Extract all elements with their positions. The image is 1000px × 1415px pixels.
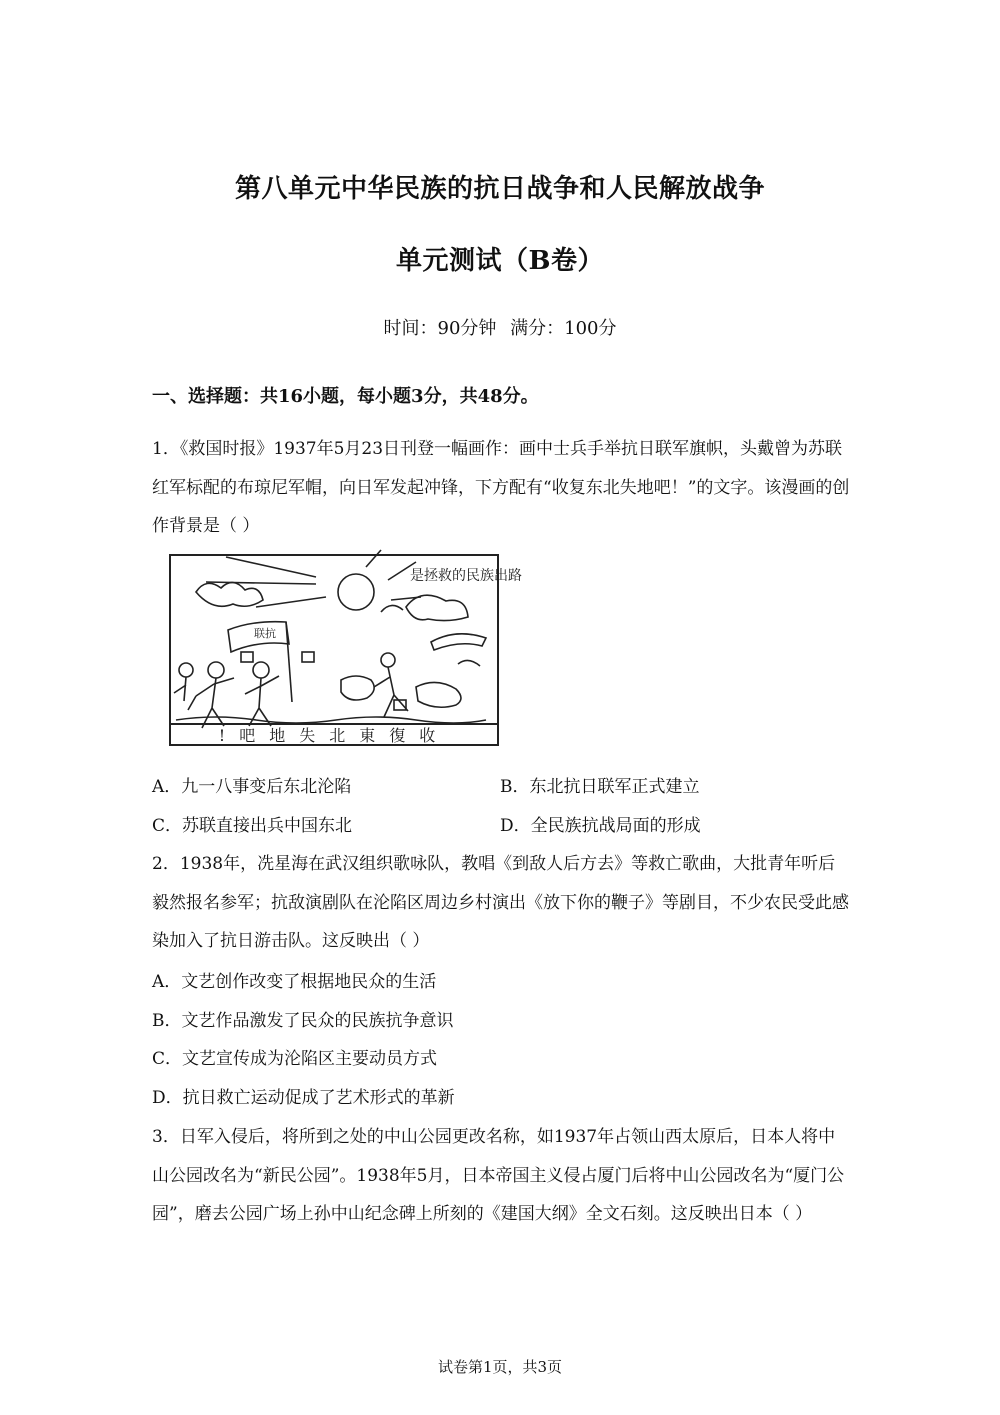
question-2-option-b: B．文艺作品激发了民众的民族抗争意识 (152, 1011, 454, 1031)
question-2-option-a: A．文艺创作改变了根据地民众的生活 (152, 972, 437, 992)
section-heading: 一、选择题：共16小题，每小题3分，共48分。 (152, 386, 539, 407)
question-1-option-a: A．九一八事变后东北沦陷 (152, 777, 352, 797)
cartoon-image (166, 552, 522, 750)
question-1-option-c: C．苏联直接出兵中国东北 (152, 816, 353, 836)
question-2-stem: 2．1938年，冼星海在武汉组织歌咏队，教唱《到敌人后方去》等救亡歌曲，大批青年听后毅然报名参军；抗敌演剧队在沦陷区周边乡村演出《放下你的鞭子》等剧目，不少农民受此感染加入了抗日游击队。这反映出（ ） (152, 854, 849, 951)
question-1-option-d: D．全民族抗战局面的形成 (500, 816, 701, 836)
cartoon-slogan-text: 是拯救的民族出路 (410, 568, 522, 584)
page-footer: 试卷第1页，共3页 (437, 1358, 563, 1376)
question-1-option-b: B．东北抗日联军正式建立 (500, 777, 700, 797)
question-2-option-d: D．抗日救亡运动促成了艺术形式的革新 (152, 1088, 455, 1108)
cartoon-flag-text: 联抗 (254, 627, 276, 640)
exam-title-line2: 单元测试（B卷） (396, 246, 604, 276)
question-1-stem: 1．《救国时报》1937年5月23日刊登一幅画作：画中士兵手举抗日联军旗帜，头戴曾为苏联红军标配的布琼尼军帽，向日军发起冲锋，下方配有“收复东北失地吧！”的文字。该漫画的创作背景是（ ） (152, 439, 850, 536)
exam-full-score: 满分：100分 (510, 318, 617, 339)
exam-meta (0, 314, 1000, 340)
exam-time: 时间：90分钟 (383, 318, 497, 339)
exam-title-line1: 第八单元中华民族的抗日战争和人民解放战争 (234, 174, 765, 204)
question-3-stem: 3．日军入侵后，将所到之处的中山公园更改名称，如1937年占领山西太原后，日本人将中山公园改名为“新民公园”。1938年5月，日本帝国主义侵占厦门后将中山公园改名为“厦门公园”，磨去公园广场上孙中山纪念碑上所刻的《建国大纲》全文石刻。这反映出日本（ ） (152, 1127, 845, 1224)
question-2-option-c: C．文艺宣传成为沦陷区主要动员方式 (152, 1049, 438, 1069)
cartoon-caption: !吧地失北東復收 (218, 726, 450, 745)
